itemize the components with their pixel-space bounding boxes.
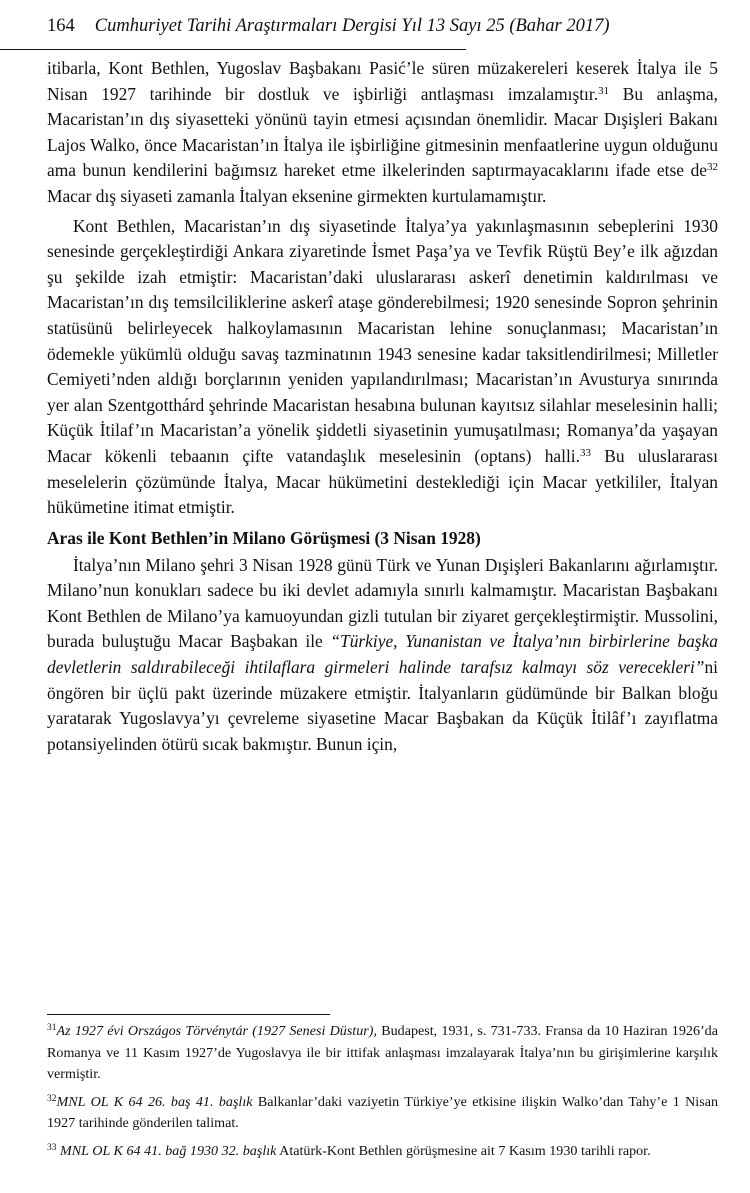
footnote-rule xyxy=(47,1014,330,1015)
section-heading: Aras ile Kont Bethlen’in Milano Görüşmesi (3 Nisan 1928) xyxy=(47,527,481,548)
running-header xyxy=(47,14,610,38)
footnote-source: MNL OL K 64 41. bağ 1930 32. başlık xyxy=(56,1142,277,1159)
footnote-32 xyxy=(47,1092,718,1135)
footnote-number: 33 xyxy=(47,1142,57,1153)
paragraph-text: itibarla, Kont Bethlen, Yugoslav Başbakanı Pasić’le süren müzakereleri keserek İtalya ile 5 Nisan 1927 tarihinde bir dostluk ve işbirliği antlaşması imzalamıştır. xyxy=(47,58,718,104)
footnote-source: MNL OL K 64 26. baş 41. başlık xyxy=(56,1093,253,1110)
paragraph-1 xyxy=(47,56,718,210)
paragraph-text: Bu uluslararası meselelerin çözümünde İtalya, Macar hükümetini desteklediği için Macar yetkililer, İtalyan hükümetine itimat etmiştir. xyxy=(47,445,718,518)
footnote-text: Balkanlar’daki vaziyetin Türkiye’ye etkisine ilişkin Walko’dan Tahy’e 1 Nisan 1927 tarihinde gönderilen talimat. xyxy=(47,1093,719,1132)
footnote-ref-33[interactable]: 33 xyxy=(579,446,591,459)
paragraph-2 xyxy=(47,214,718,521)
journal-title: Cumhuriyet Tarihi Araştırmaları Dergisi Yıl 13 Sayı 25 (Bahar 2017) xyxy=(94,16,610,36)
footnote-number: 32 xyxy=(47,1093,57,1104)
page-number: 164 xyxy=(47,16,75,36)
footnote-number: 31 xyxy=(47,1023,57,1033)
footnote-text: Atatürk-Kont Bethlen görüşmesine ait 7 Kasım 1930 tarihli rapor. xyxy=(276,1142,651,1159)
header-rule xyxy=(0,49,466,50)
footnote-source: Az 1927 évi Országos Törvénytár (1927 Senesi Düstur), xyxy=(56,1023,377,1039)
footnote-31 xyxy=(47,1021,718,1086)
paragraph-text: Macar dış siyaseti zamanla İtalyan eksenine girmekten kurtulamamıştır. xyxy=(47,185,547,206)
quoted-pact-text: “Türkiye, Yunanistan ve İtalya’nın birbirlerine başka devletlerin saldırabileceği ihtilaflara girmeleri halinde tarafsız kalmayı söz verecekleri” xyxy=(47,631,718,678)
paragraph-text: İtalya’nın Milano şehri 3 Nisan 1928 günü Türk ve Yunan Dışişleri Bakanlarını ağırlamıştır. Milano’nun konukları sadece bu iki devlet adamıyla sınırlı kalmamıştır. Macaristan Başbakanı Kont Bethlen de Milano’ya kamuoyundan gizli tutulan bir ziyaret gerçekleştirmiştir. Mussolini, burada buluştuğu Macar Başbakan ile xyxy=(47,554,718,652)
footnote-ref-32[interactable]: 32 xyxy=(707,161,718,174)
main-text xyxy=(47,56,718,761)
footnotes xyxy=(47,1021,718,1169)
footnote-33 xyxy=(47,1141,718,1163)
footnote-ref-31[interactable]: 31 xyxy=(598,84,610,97)
paragraph-text: ni öngören bir üçlü pakt üzerinde müzakere etmiştir. İtalyanların güdümünde bir Balkan bloğu yaratarak Yugoslavya’yı çevreleme siyasetine Macar Başbakan da Küçük İtilâf’ı zayıflatma potansiyelinden ötürü sıcak bakmıştır. Bunun için, xyxy=(47,657,718,754)
paragraph-text: Bu anlaşma, Macaristan’ın dış siyasetteki yönünü tayin etmesi açısından önemlidir. Macar Dışişleri Bakanı Lajos Walko, önce Macaristan’ın İtalya ile işbirliğine gitmesinin menfaatlerine uygun olduğunu ama bunun kendilerini bağımsız hareket etme ilkelerinden saptırmayacaklarını ifade etse de xyxy=(47,83,718,181)
footnote-text: Budapest, 1931, s. 731-733. Fransa da 10 Haziran 1926’da Romanya ve 11 Kasım 1927’de Yugoslavya ile bir ittifak anlaşması imzalayarak İtalya’nın bu girişimlerine karşılık vermiştir. xyxy=(47,1023,718,1083)
paragraph-text: Kont Bethlen, Macaristan’ın dış siyasetinde İtalya’ya yakınlaşmasının sebeplerini 1930 senesinde gerçekleştirdiği Ankara ziyaretinde İsmet Paşa’ya ve Tevfik Rüştü Bey’e ilk ağızdan şu şekilde izah etmiştir: Macaristan’daki uluslararası askerî denetimin kaldırılması ve Macaristan’ın dış temsilciliklerine askerî ataşe gönderebilmesi; 1920 senesinde Sopron şehrinin statüsünü belirleyecek halkoylamasının Macaristan lehine sonuçlanması; Macaristan’ın ödemekle yükümlü olduğu savaş tazminatının 1943 senesine kadar taksitlendirilmesi; Milletler Cemiyeti’nden aldığı borçlarının yeniden yapılandırılması; Macaristan’ın Avusturya sınırında yer alan Szentgotthárd şehrinde Macaristan hesabına bulunan kayıtsız silahlar meselesinin halli; Küçük İtilaf’ın Macaristan’a yönelik şiddetli siyasetinin yumuşatılması; Romanya’da yaşayan Macar kökenli tebaanın çifte vatandaşlık meselesinin (optans) halli. xyxy=(47,215,718,466)
paragraph-3 xyxy=(47,553,718,758)
